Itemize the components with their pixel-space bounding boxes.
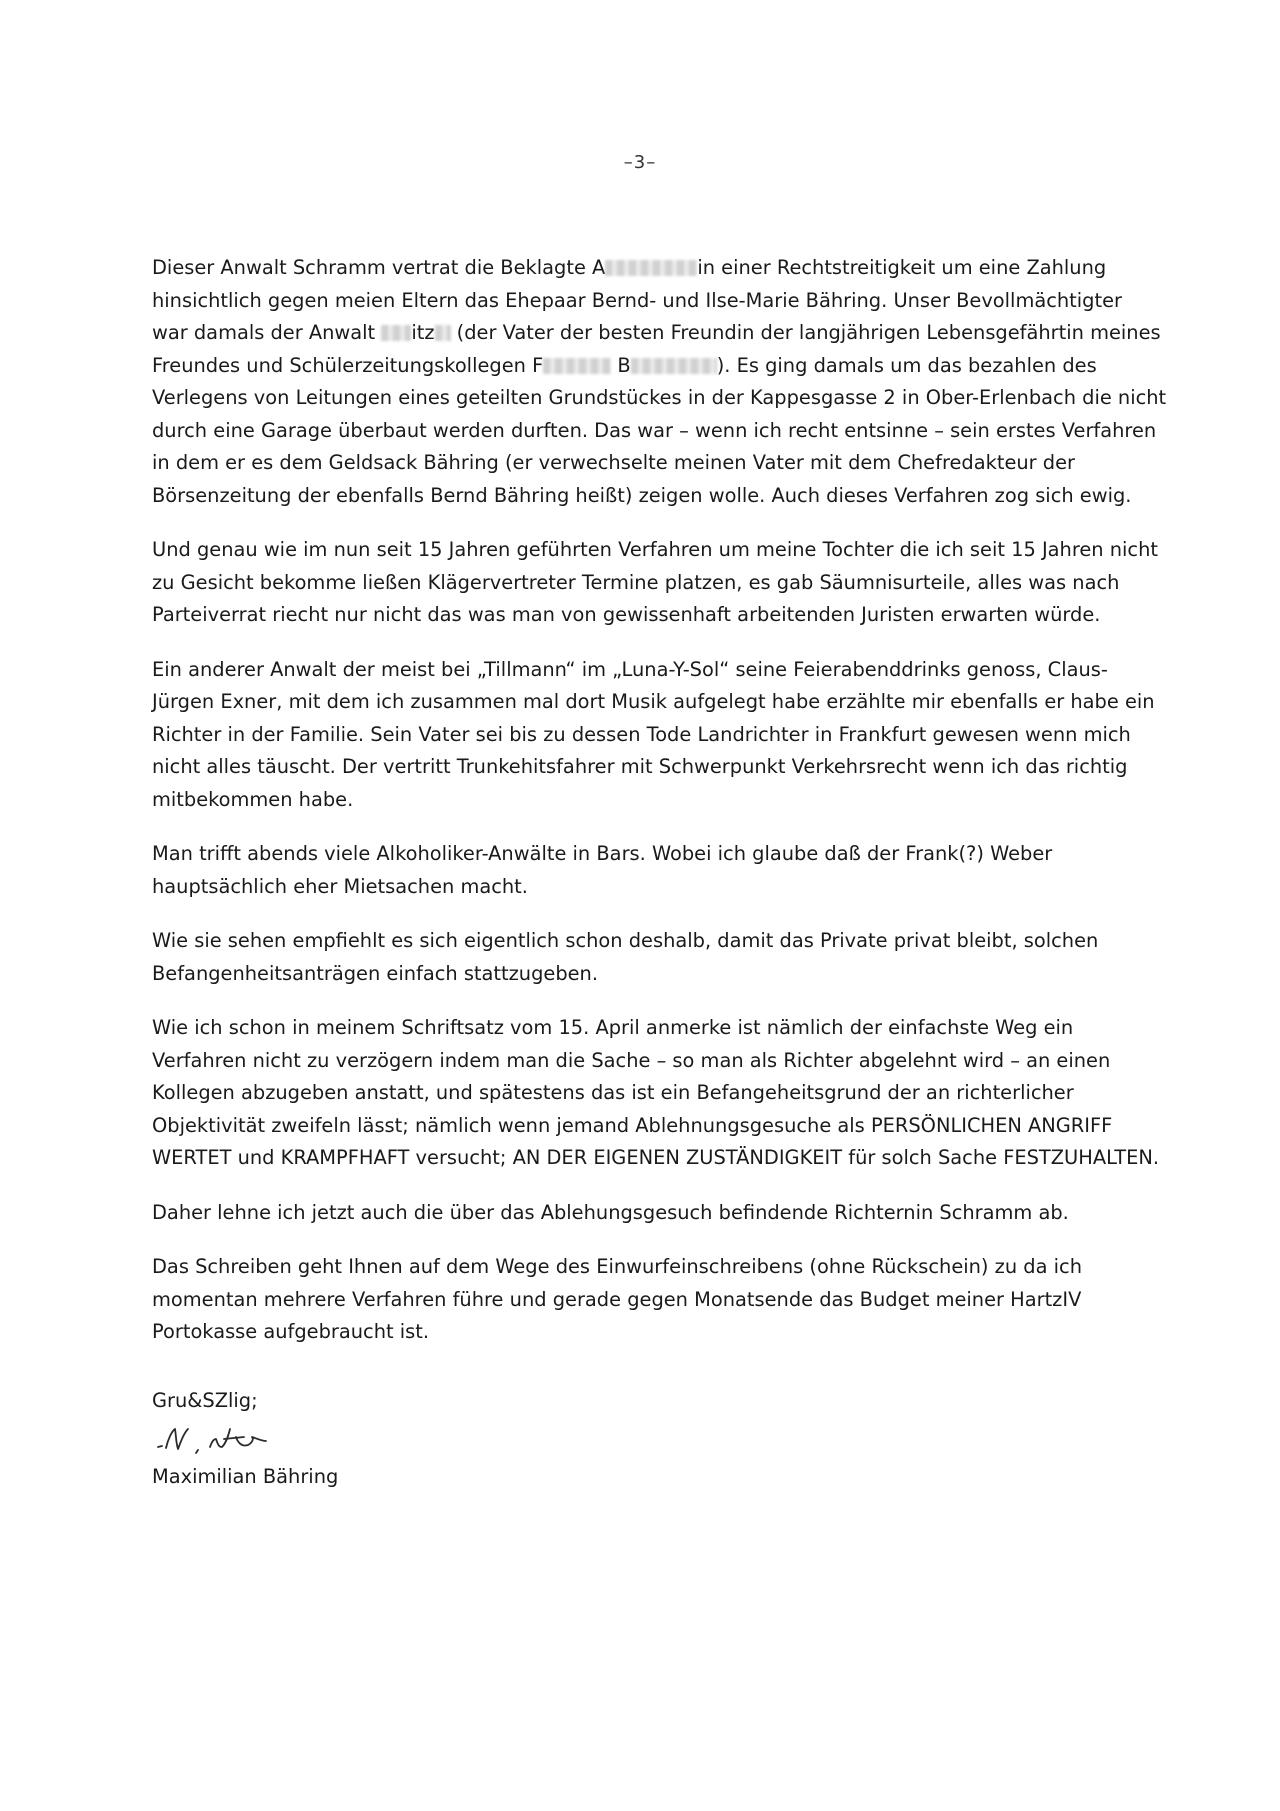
body-paragraph [152, 252, 1167, 512]
page-number: –3– [623, 152, 657, 173]
text-segment: itz [411, 321, 435, 344]
text-segment: Befangenheitsanträgen einfach stattzugeben. [152, 961, 599, 985]
body-paragraph [152, 1197, 1142, 1230]
text-segment: Richter in der Familie. Sein Vater sei bis zu dessen Tode Landrichter in Frankfurt gewesen wenn mich [152, 722, 1131, 746]
redaction-blur [543, 358, 611, 374]
text-segment: Parteiverrat riecht nur nicht das was man von gewissenhaft arbeitenden Juristen erwarten würde. [152, 603, 1101, 626]
text-line [152, 534, 1158, 567]
redaction-blur [381, 325, 411, 341]
text-line [152, 1197, 1142, 1230]
text-line [152, 686, 1155, 719]
text-line [152, 415, 1157, 448]
text-line [152, 719, 1142, 752]
text-segment: zu Gesicht bekomme ließen Klägervertreter Termine platzen, es gab Säumnisurteile, alles was nach [152, 570, 1120, 594]
text-segment: durch eine Garage überbaut werden durften. Das war – wenn ich recht entsinne – sein erstes Verfahren [152, 418, 1157, 442]
text-segment: mitbekommen habe. [152, 787, 354, 811]
text-segment: Objektivität zweifeln lässt; nämlich wenn jemand Ablehnungsgesuche als PERSÖNLICHEN ANGRIFF [152, 1113, 1113, 1137]
body-paragraph [152, 1251, 1142, 1349]
text-segment: hinsichtlich gegen meien Eltern das Ehepaar Bernd- und Ilse-Marie Bähring. Unser Bevollmächtigter [152, 288, 1122, 312]
text-segment: (der Vater der besten Freundin der langjährigen Lebensgefährtin meines [450, 321, 1161, 344]
text-line [152, 285, 1142, 318]
text-line [152, 838, 1142, 871]
text-segment: Portokasse aufgebraucht ist. [152, 1320, 430, 1343]
text-line [152, 382, 1167, 415]
text-line [152, 350, 1142, 383]
text-segment: in einer Rechtstreitigkeit um eine Zahlung [697, 256, 1107, 279]
handwritten-signature [148, 1417, 328, 1461]
text-segment: Daher lehne ich jetzt auch die über das Ablehungsgesuch befindende Richternin Schramm ab. [152, 1200, 1069, 1224]
text-segment: Freundes und Schülerzeitungskollegen F [152, 353, 544, 377]
text-line [152, 317, 1161, 350]
text-segment: B [611, 353, 631, 377]
text-line [152, 654, 1142, 687]
text-line [152, 252, 1142, 285]
text-line [152, 958, 1142, 991]
text-segment: war damals der Anwalt [152, 321, 382, 344]
text-line [152, 480, 1142, 513]
text-segment: in dem er es dem Geldsack Bähring (er verwechselte meinen Vater mit dem Chefredakteur der [152, 451, 1076, 474]
text-line [152, 1251, 1142, 1284]
text-line [152, 1316, 1142, 1349]
redaction-blur [631, 358, 717, 374]
closing-greeting: Gru&SZlig; [152, 1388, 258, 1412]
text-segment: Dieser Anwalt Schramm vertrat die Beklagte A [152, 256, 606, 279]
redaction-blur [605, 260, 697, 276]
text-segment: momentan mehrere Verfahren führe und gerade gegen Monatsende das Budget meiner HartzIV [152, 1287, 1082, 1311]
text-line [152, 1012, 1142, 1045]
text-line [152, 599, 1142, 632]
redaction-blur [435, 325, 451, 341]
body-paragraph [152, 838, 1142, 903]
text-line [152, 567, 1142, 600]
text-segment: Man trifft abends viele Alkoholiker-Anwälte in Bars. Wobei ich glaube daß der Frank(?) Weber [152, 842, 1053, 865]
text-line [152, 1045, 1142, 1078]
text-segment: hauptsächlich eher Mietsachen macht. [152, 874, 528, 898]
sender-name: Maximilian Bähring [152, 1465, 339, 1488]
text-line [152, 784, 1142, 817]
text-segment: Und genau wie im nun seit 15 Jahren geführten Verfahren um meine Tochter die ich seit 15 Jahren nicht [152, 538, 1158, 561]
text-segment: Börsenzeitung der ebenfalls Bernd Bähring heißt) zeigen wolle. Auch dieses Verfahren zog sich ewig. [152, 483, 1132, 507]
text-line [152, 925, 1142, 958]
text-segment: nicht alles täuscht. Der vertritt Trunkehitsfahrer mit Schwerpunkt Verkehrsrecht wenn ich das richtig [152, 755, 1128, 778]
text-segment: Ein anderer Anwalt der meist bei „Tillmann“ im „Luna-Y-Sol“ seine Feierabenddrinks genoss, Claus- [152, 657, 1108, 681]
text-segment: Verfahren nicht zu verzögern indem man die Sache – so man als Richter abgelehnt wird – an einen [152, 1048, 1111, 1072]
body-paragraph [152, 534, 1158, 632]
text-line [152, 447, 1142, 480]
letter-body [152, 252, 1167, 1494]
text-segment: Jürgen Exner, mit dem ich zusammen mal dort Musik aufgelegt habe erzählte mir ebenfalls er habe ein [152, 690, 1155, 713]
text-line [152, 1142, 1159, 1175]
text-segment: ). Es ging damals um das bezahlen des [716, 353, 1097, 377]
text-segment: WERTET und KRAMPFHAFT versucht; AN DER EIGENEN ZUSTÄNDIGKEIT für solch Sache FESTZUHALTEN. [152, 1146, 1159, 1169]
closing-block [152, 1385, 1142, 1494]
text-segment: Verlegens von Leitungen eines geteilten Grundstückes in der Kappesgasse 2 in Ober-Erlenbach die nicht [152, 386, 1167, 409]
text-line [152, 1077, 1142, 1110]
text-segment: Das Schreiben geht Ihnen auf dem Wege des Einwurfeinschreibens (ohne Rückschein) zu da ich [152, 1255, 1082, 1278]
body-paragraph [152, 925, 1142, 990]
body-paragraph [152, 654, 1155, 817]
body-paragraph [152, 1012, 1159, 1175]
text-line [152, 1284, 1142, 1317]
paragraphs [152, 252, 1167, 1349]
text-line [152, 871, 1142, 904]
text-segment: Kollegen abzugeben anstatt, und spätestens das ist ein Befangeheitsgrund der an richterlicher [152, 1081, 1074, 1104]
text-line [152, 1110, 1142, 1143]
text-segment: Wie ich schon in meinem Schriftsatz vom 15. April anmerke ist nämlich der einfachste Weg ein [152, 1016, 1074, 1039]
text-segment: Wie sie sehen empfiehlt es sich eigentlich schon deshalb, damit das Private privat bleibt, solchen [152, 929, 1099, 952]
text-line [152, 751, 1142, 784]
